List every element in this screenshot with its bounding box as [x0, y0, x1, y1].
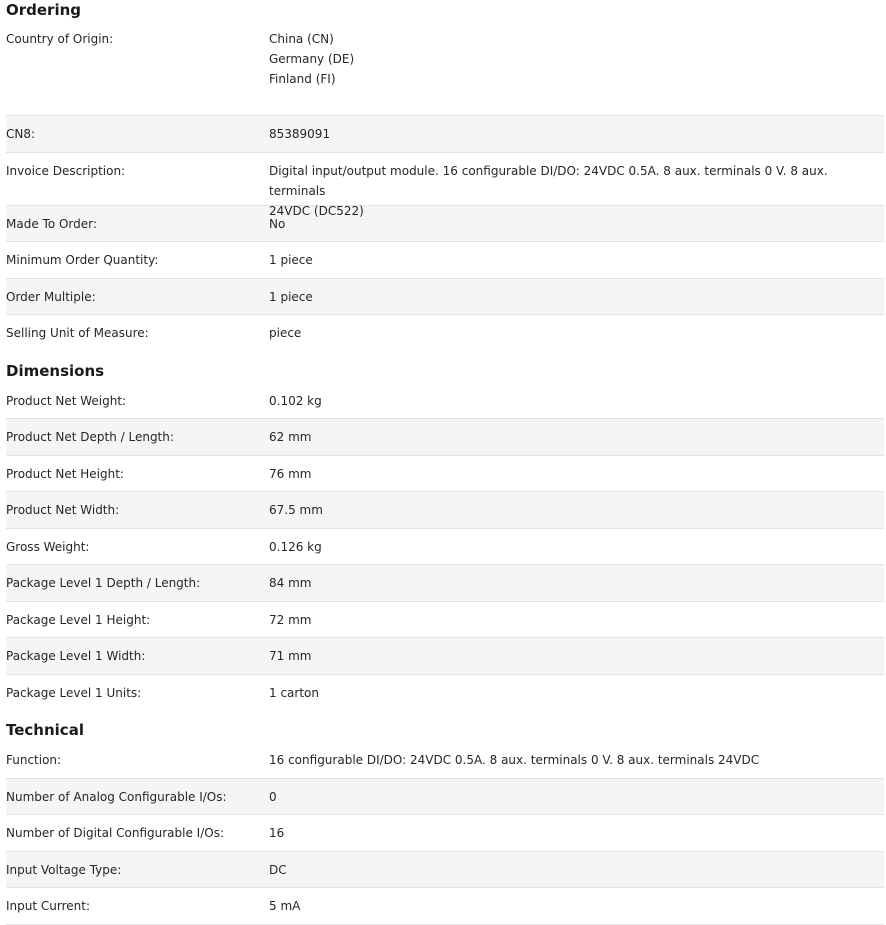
- spec-value: [269, 161, 884, 221]
- spec-value: 1 piece: [269, 253, 313, 267]
- spec-value: 0: [269, 789, 277, 804]
- dimensions-section: [6, 361, 884, 712]
- spec-row-selling-unit-of-measure: [6, 315, 884, 352]
- spec-row-input-voltage-type: [6, 852, 884, 889]
- section-title-technical: Technical: [6, 721, 84, 739]
- section-title-dimensions: Dimensions: [6, 361, 105, 380]
- spec-row-input-current: [6, 888, 884, 925]
- spec-row-package-level-1-width: [6, 638, 884, 675]
- spec-value: piece: [269, 326, 302, 340]
- spec-label: Selling Unit of Measure:: [6, 326, 149, 340]
- spec-label: Package Level 1 Units:: [6, 685, 142, 700]
- ordering-rows: [6, 19, 884, 352]
- ordering-section: [6, 0, 884, 352]
- spec-value: 16 configurable DI/DO: 24VDC 0.5A. 8 aux. terminals 0 V. 8 aux. terminals 24VDC: [269, 753, 760, 767]
- spec-label: Product Net Depth / Length:: [6, 430, 174, 444]
- spec-label: Invoice Description:: [6, 163, 126, 178]
- spec-row-product-net-width: [6, 492, 884, 529]
- spec-label: Order Multiple:: [6, 289, 96, 304]
- spec-value: DC: [269, 862, 287, 877]
- spec-value: 0.102 kg: [269, 393, 322, 408]
- spec-label: Country of Origin:: [6, 32, 114, 46]
- spec-value-line: Germany (DE): [269, 52, 355, 66]
- spec-row-function: [6, 742, 884, 779]
- spec-value: 16: [269, 826, 285, 840]
- spec-label: CN8:: [6, 127, 36, 141]
- spec-label: Input Current:: [6, 899, 90, 913]
- dimensions-rows: [6, 383, 884, 712]
- spec-row-package-level-1-depth: [6, 565, 884, 602]
- spec-row-minimum-order-quantity: [6, 242, 884, 279]
- spec-label: Input Voltage Type:: [6, 862, 122, 877]
- spec-row-product-net-weight: [6, 383, 884, 420]
- spec-label: Minimum Order Quantity:: [6, 253, 159, 267]
- spec-value: 84 mm: [269, 576, 312, 590]
- spec-row-package-level-1-units: [6, 675, 884, 712]
- spec-row-invoice-description: [6, 153, 884, 218]
- spec-value-line: 24VDC (DC522): [269, 203, 364, 218]
- spec-label: Product Net Height:: [6, 466, 124, 481]
- spec-row-package-level-1-height: [6, 602, 884, 639]
- spec-row-country-of-origin: [6, 19, 884, 116]
- spec-label: Number of Digital Configurable I/Os:: [6, 826, 224, 840]
- technical-rows: [6, 742, 884, 925]
- spec-row-product-net-depth: [6, 419, 884, 456]
- spec-value: 62 mm: [269, 430, 312, 444]
- spec-row-gross-weight: [6, 529, 884, 566]
- spec-row-analog-configurable-ios: [6, 779, 884, 816]
- spec-label: Package Level 1 Height:: [6, 612, 151, 627]
- spec-row-digital-configurable-ios: [6, 815, 884, 852]
- spec-row-order-multiple: [6, 279, 884, 316]
- spec-value-line: Finland (FI): [269, 72, 336, 86]
- spec-label: Function:: [6, 753, 62, 767]
- spec-value: 1 carton: [269, 685, 319, 700]
- spec-value: 72 mm: [269, 612, 312, 627]
- spec-value: 0.126 kg: [269, 539, 322, 554]
- technical-section: [6, 720, 884, 925]
- spec-label: Product Net Width:: [6, 503, 120, 517]
- spec-value: 67.5 mm: [269, 503, 323, 517]
- spec-row-cn8: [6, 116, 884, 153]
- spec-value-line: China (CN): [269, 32, 334, 46]
- spec-value-line: Digital input/output module. 16 configurable DI/DO: 24VDC 0.5A. 8 aux. terminals 0 V. 8 aux. terminals: [269, 163, 828, 198]
- spec-value: 71 mm: [269, 649, 312, 663]
- spec-label: Package Level 1 Depth / Length:: [6, 576, 201, 590]
- spec-label: Package Level 1 Width:: [6, 649, 146, 663]
- section-title-ordering: Ordering: [6, 1, 82, 19]
- spec-value: 5 mA: [269, 899, 301, 913]
- spec-value: 76 mm: [269, 466, 312, 481]
- product-details: [6, 0, 884, 925]
- spec-label: Made To Order:: [6, 216, 97, 231]
- spec-row-product-net-height: [6, 456, 884, 493]
- spec-value: No: [269, 216, 286, 231]
- spec-label: Number of Analog Configurable I/Os:: [6, 789, 227, 804]
- spec-label: Product Net Weight:: [6, 393, 127, 408]
- spec-value: 85389091: [269, 127, 331, 141]
- spec-value: [269, 29, 884, 89]
- spec-value: 1 piece: [269, 289, 313, 304]
- spec-label: Gross Weight:: [6, 539, 90, 554]
